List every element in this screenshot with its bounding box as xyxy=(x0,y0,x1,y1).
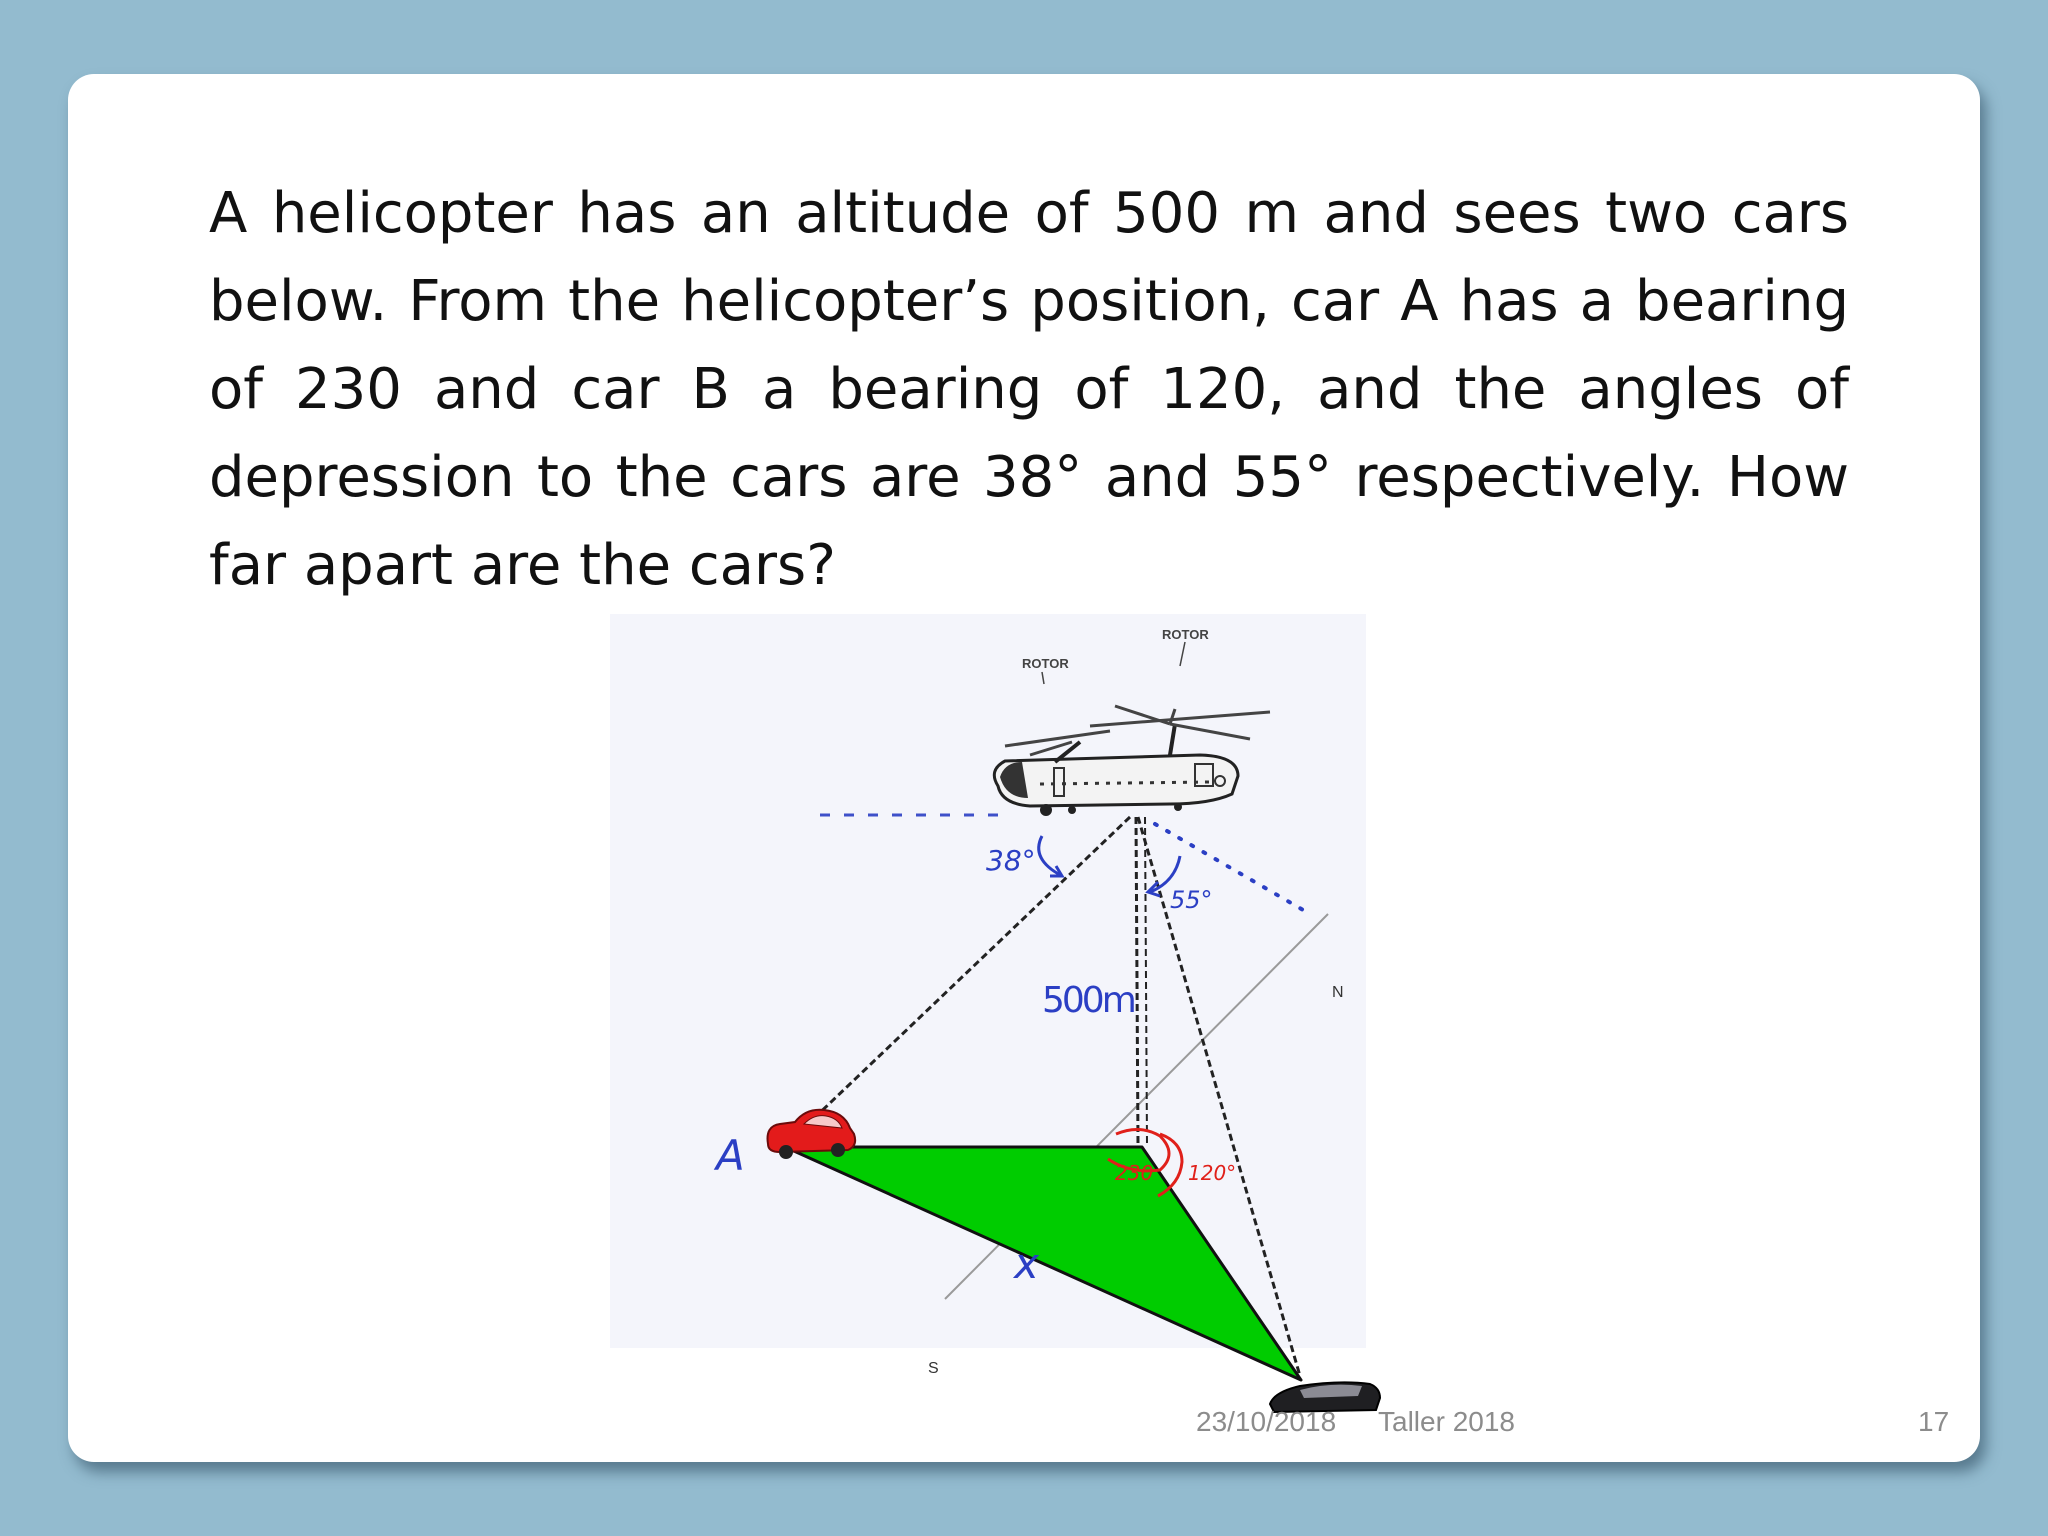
footer-date: 23/10/2018 xyxy=(1196,1406,1337,1437)
rotor-pointer-front xyxy=(1180,642,1185,666)
helicopter-diagram xyxy=(610,614,1366,1377)
altitude-line-2 xyxy=(1145,817,1147,1144)
page-number: 17 xyxy=(1918,1406,1950,1437)
rotor-label-rear: ROTOR xyxy=(1022,656,1069,671)
footer-title: Taller 2018 xyxy=(1378,1406,1515,1437)
problem-text: A helicopter has an altitude of 500 m and sees two cars below. From the helicopter’s position, car A has a bearing of 230 and car B a bearing of 120, and the angles of depression to the cars are 38° and 55° respectively. How far apart are the cars? xyxy=(209,181,1849,598)
slide xyxy=(68,74,1980,1462)
angle-a-label: 38° xyxy=(986,844,1036,877)
diagram-svg xyxy=(610,614,1366,1377)
car-a xyxy=(768,1110,856,1159)
north-label: N xyxy=(1332,984,1344,1001)
south-label: S xyxy=(928,1360,939,1377)
rotor-label-front: ROTOR xyxy=(1162,627,1209,642)
bearing-b-label: 120° xyxy=(1188,1161,1237,1185)
rotor-pointer-rear xyxy=(1042,672,1044,684)
angle-b-label: 55° xyxy=(1170,886,1213,914)
helicopter xyxy=(994,706,1270,816)
car-a-label: A xyxy=(716,1131,745,1180)
bearing-a-label: 230 xyxy=(1115,1161,1154,1185)
altitude-line xyxy=(1136,817,1138,1144)
distance-label: x xyxy=(1014,1239,1039,1288)
altitude-label: 500m xyxy=(1042,980,1134,1021)
